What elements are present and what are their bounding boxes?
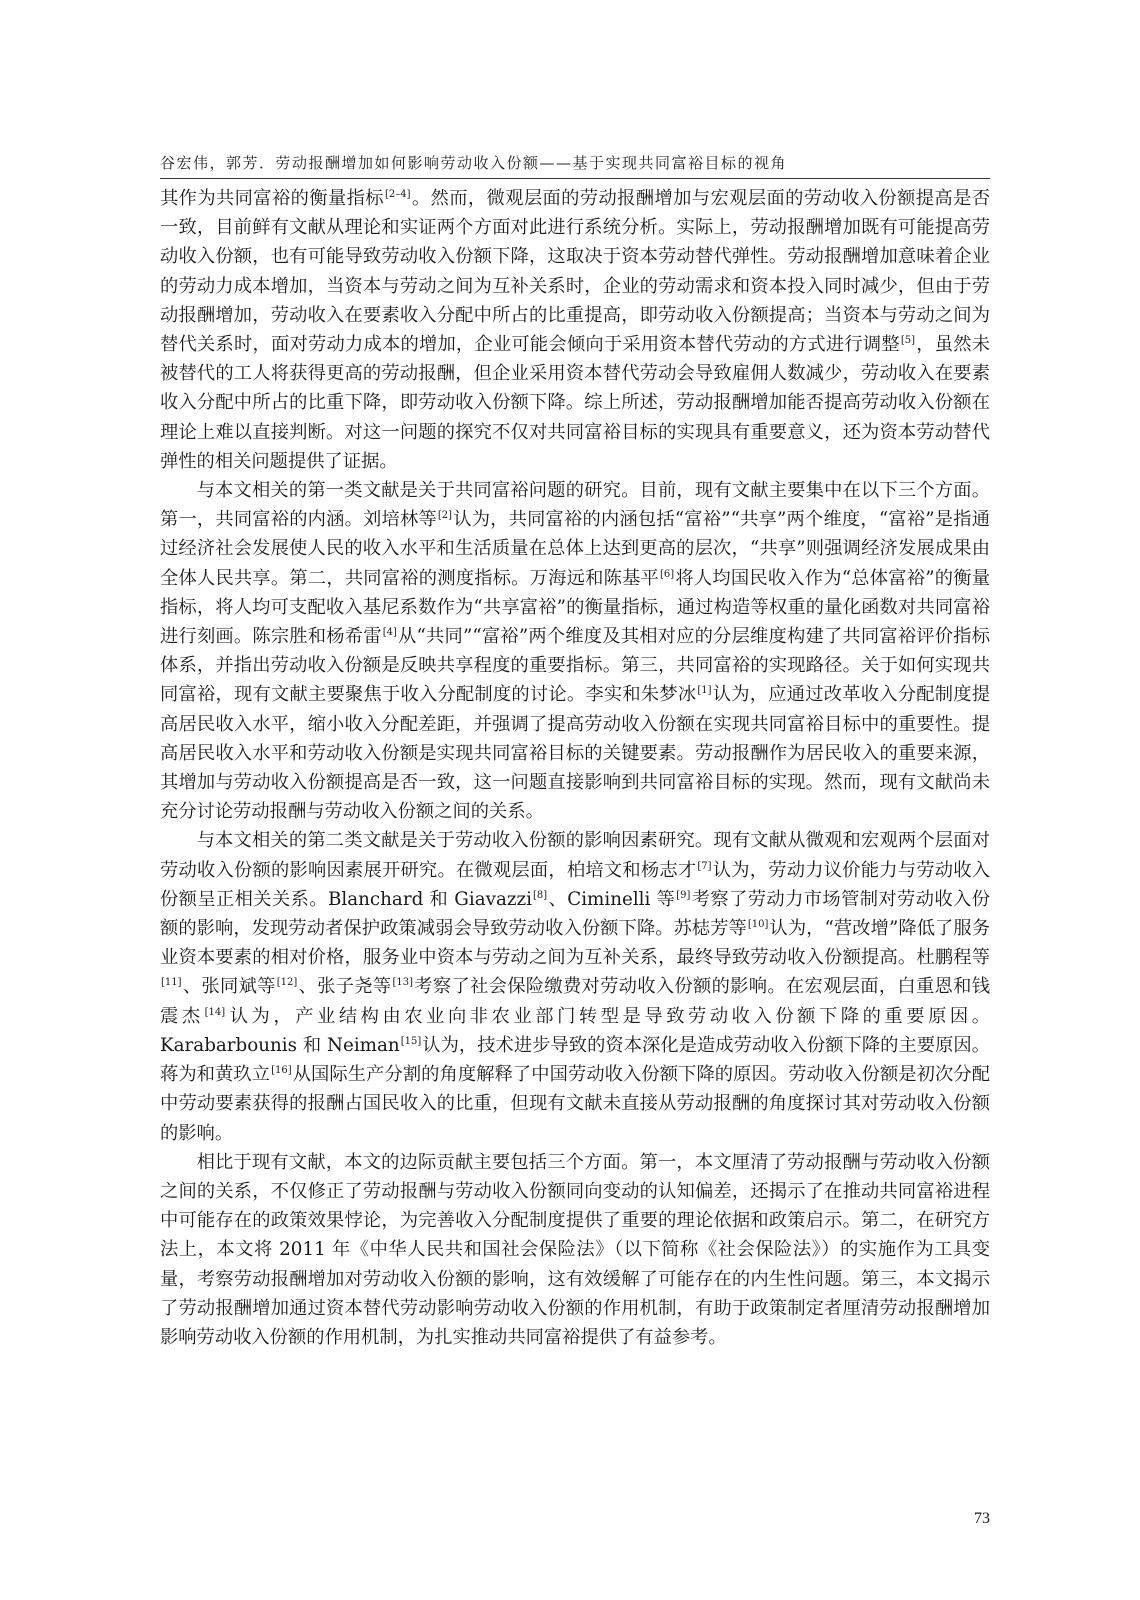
text-run: 从国际生产分割的角度解释了中国劳动收入份额下降的原因。劳动收入份额是初次分配中劳动要素获得的报酬占国民收入的比重，但现有文献未直接从劳动报酬的角度探讨其对劳动收入份额的影响。 [160,1064,990,1144]
body-paragraph [160,184,990,476]
text-run: 。然而，微观层面的劳动报酬增加与宏观层面的劳动收入份额提高是否一致，目前鲜有文献从理论和实证两个方面对此进行系统分析。实际上，劳动报酬增加既有可能提高劳动收入份额，也有可能导致劳动收入份额下降，这取决于资本劳动替代弹性。劳动报酬增加意味着企业的劳动力成本增加，当资本与劳动之间为互补关系时，企业的劳动需求和资本投入同时减少，但由于劳动报酬增加，劳动收入在要素收入分配中所占的比重提高，即劳动收入份额提高；当资本与劳动之间为替代关系时，面对劳动力成本的增加，企业可能会倾向于采用资本替代劳动的方式进行调整 [160,188,991,356]
text-run: 考察了社会保险缴费对劳动收入份额的影响。在宏观层面，白重恩和钱震杰 [160,976,990,1027]
text-run: 、张子尧等 [298,976,392,998]
running-header: 谷宏伟，郭芳．劳动报酬增加如何影响劳动收入份额——基于实现共同富裕目标的视角 [160,154,788,172]
citation-ref: [6] [660,568,675,580]
citation-ref: [14] [204,1006,226,1018]
citation-ref: [11] [161,977,182,989]
citation-ref: [12] [276,977,298,989]
text-run: 与本文相关的第一类文献是关于共同富裕问题的研究。目前，现有文献主要集中在以下三个方面。第一，共同富裕的内涵。刘培林等 [160,480,990,531]
citation-ref: [8] [533,889,548,901]
body-paragraph [160,1148,990,1352]
citation-ref: [4] [382,627,397,639]
article-body [160,184,990,1352]
text-run: 认为，应通过改革收入分配制度提高居民收入水平，缩小收入分配差距，并强调了提高劳动收入份额在实现共同富裕目标中的重要性。提高居民收入水平和劳动收入份额是实现共同富裕目标的关键要素。劳动报酬作为居民收入的重要来源，其增加与劳动收入份额提高是否一致，这一问题直接影响到共同富裕目标的实现。然而，现有文献尚未充分讨论劳动报酬与劳动收入份额之间的关系。 [160,684,991,823]
text-run: 从“共同”“富裕”两个维度及其相对应的分层维度构建了共同富裕评价指标体系，并指出劳动收入份额是反映共享程度的重要指标。第三，共同富裕的实现路径。关于如何实现共同富裕，现有文献主要聚焦于收入分配制度的讨论。李实和朱梦冰 [160,626,991,706]
citation-ref: [7] [697,860,712,872]
body-paragraph [160,476,990,826]
text-run: 认为，“营改增”降低了服务业资本要素的相对价格，服务业中资本与劳动之间为互补关系，最终导致劳动收入份额提高。杜鹏程等 [160,918,990,969]
text-run: 考察了劳动力市场管制对劳动收入份额的影响，发现劳动者保护政策减弱会导致劳动收入份额下降。苏梽芳等 [160,888,990,940]
text-run: 相比于现有文献，本文的边际贡献主要包括三个方面。第一，本文厘清了劳动报酬与劳动收入份额之间的关系，不仅修正了劳动报酬与劳动收入份额同向变动的认知偏差，还揭示了在推动共同富裕进程中可能存在的政策效果悖论，为完善收入分配制度提供了重要的理论依据和政策启示。第二，在研究方法上，本文将 2011 年《中华人民共和国社会保险法》（以下简称《社会保险法》）的实施作为工具变量，考察劳动报酬增加对劳动收入份额的影响，这有效缓解了可能存在的内生性问题。第三，本文揭示了劳动报酬增加通过资本替代劳动影响劳动收入份额的作用机制，有助于政策制定者厘清劳动报酬增加影响劳动收入份额的作用机制，为扎实推动共同富裕提供了有益参考。 [160,1151,990,1348]
text-run: 与本文相关的第二类文献是关于劳动收入份额的影响因素研究。现有文献从微观和宏观两个层面对劳动收入份额的影响因素展开研究。在微观层面，柏培文和杨志才 [160,830,990,881]
citation-ref: [9] [676,889,691,901]
text-run: 、Ciminelli 等 [548,888,676,910]
body-paragraph [160,826,990,1147]
citation-ref: [5] [900,335,916,347]
citation-ref: [2] [437,510,453,522]
page-number: 73 [974,1510,990,1527]
text-run: 认为，产业结构由农业向非农业部门转型是导致劳动收入份额下降的重要原因。Karabarbounis 和 Neiman [160,1005,991,1056]
citation-ref: [13] [392,977,413,989]
citation-ref: [2–4] [384,189,411,200]
text-run: 将人均国民收入作为“总体富裕”的衡量指标，将人均可支配收入基尼系数作为“共享富裕”的衡量指标，通过构造等权重的量化函数对共同富裕进行刻画。陈宗胜和杨希雷 [160,567,990,648]
citation-ref: [1] [697,685,712,697]
citation-ref: [16] [271,1065,292,1077]
text-run: 认为，劳动力议价能力与劳动收入份额呈正相关关系。Blanchard 和 Giavazzi [160,859,991,910]
citation-ref: [10] [747,919,769,931]
citation-ref: [15] [400,1035,422,1047]
header-rule [160,178,990,179]
text-run: 其作为共同富裕的衡量指标 [160,188,384,209]
text-run: ，虽然未被替代的工人将获得更高的劳动报酬，但企业采用资本替代劳动会导致雇佣人数减少，劳动收入在要素收入分配中所占的比重下降，即劳动收入份额下降。综上所述，劳动报酬增加能否提高劳动收入份额在理论上难以直接判断。对这一问题的探究不仅对共同富裕目标的实现具有重要意义，还为资本劳动替代弹性的相关问题提供了证据。 [160,334,990,472]
text-run: 认为，共同富裕的内涵包括“富裕”“共享”两个维度，“富裕”是指通过经济社会发展使人民的收入水平和生活质量在总体上达到更高的层次，“共享”则强调经济发展成果由全体人民共享。第二，共同富裕的测度指标。万海远和陈基平 [160,509,991,589]
text-run: 认为，技术进步导致的资本深化是造成劳动收入份额下降的主要原因。蒋为和黄玖立 [160,1034,991,1086]
text-run: 、张同斌等 [182,976,276,998]
